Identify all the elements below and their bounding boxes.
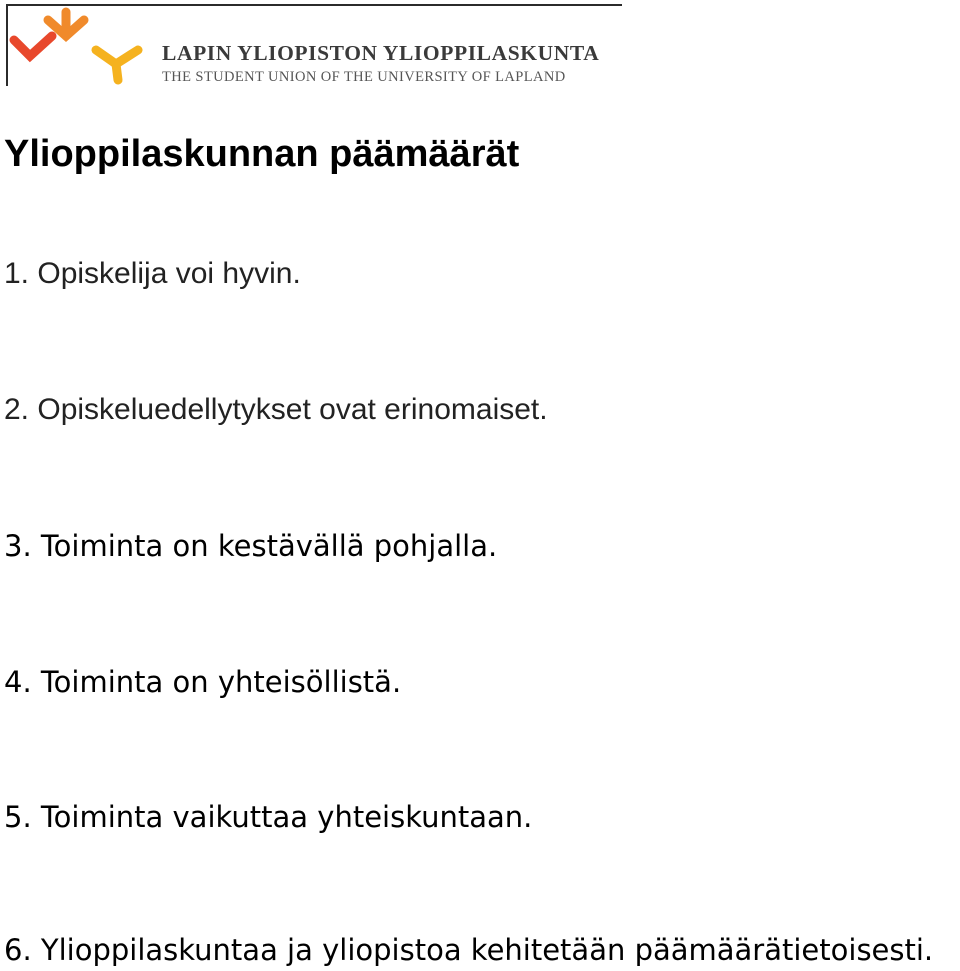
goal-item-1: 1. Opiskelija voi hyvin.: [4, 257, 301, 290]
goal-item-5: 5. Toiminta vaikuttaa yhteiskuntaan.: [4, 800, 533, 834]
goal-item-6: 6. Ylioppilaskuntaa ja yliopistoa kehitetään päämäärätietoisesti.: [4, 933, 934, 967]
org-name-english: THE STUDENT UNION OF THE UNIVERSITY OF LAPLAND: [162, 69, 566, 85]
goal-item-4: 4. Toiminta on yhteisöllistä.: [4, 665, 402, 699]
logo-yellow-y: [96, 50, 138, 80]
letterhead: [0, 0, 622, 88]
goal-item-2: 2. Opiskeluedellytykset ovat erinomaiset.: [4, 393, 548, 426]
goal-item-3: 3. Toiminta on kestävällä pohjalla.: [4, 529, 498, 563]
org-name: LAPIN YLIOPISTON YLIOPPILASKUNTA: [162, 41, 600, 65]
logo-red-chevron: [14, 36, 52, 56]
page-title: Ylioppilaskunnan päämäärät: [4, 133, 520, 175]
student-union-logo-icon: [8, 6, 148, 86]
